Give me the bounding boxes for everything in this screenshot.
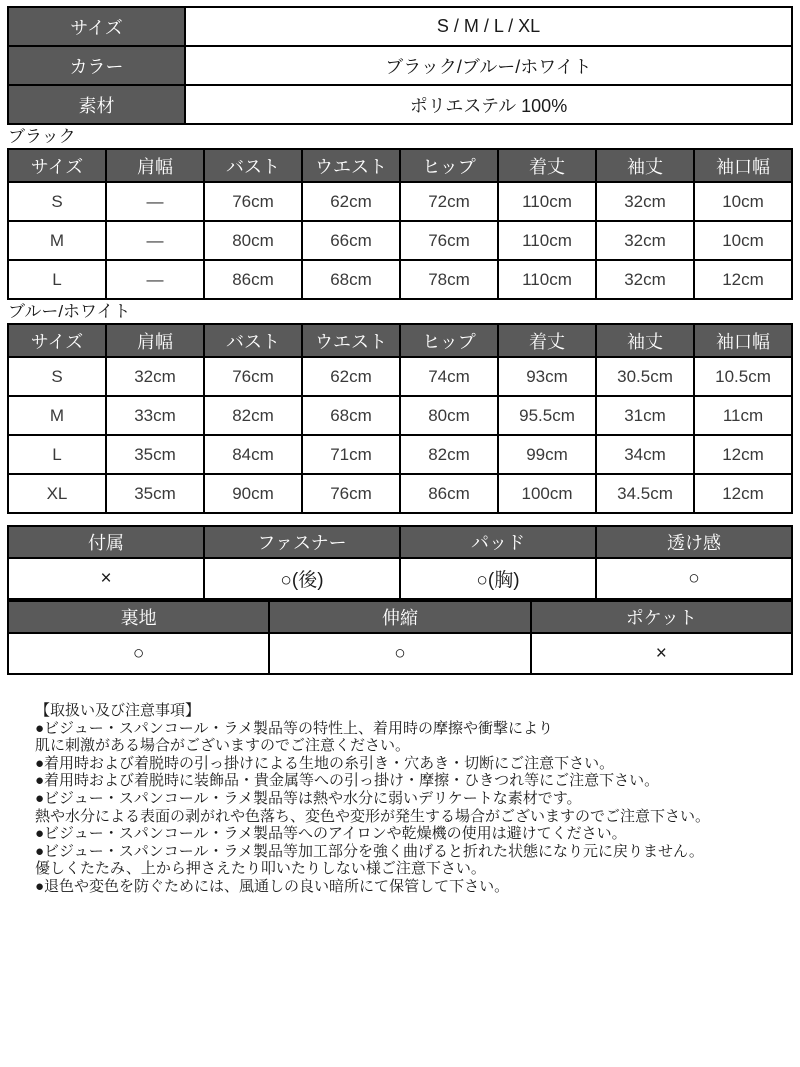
care-note-line: 肌に刺激がある場合がございますのでご注意ください。 <box>35 737 411 755</box>
feature-value-sheerness: ○ <box>596 558 792 599</box>
feature-value-lining: ○ <box>8 633 269 674</box>
care-note-line: ●ビジュー・スパンコール・ラメ製品等へのアイロンや乾燥機の使用は避けてください。 <box>35 825 627 843</box>
care-note-line: ●ビジュー・スパンコール・ラメ製品等の特性上、着用時の摩擦や衝撃により <box>35 719 554 737</box>
care-note-line: ●ビジュー・スパンコール・ラメ製品等は熱や水分に弱いデリケートな素材です。 <box>35 789 582 807</box>
overview-label-color: カラー <box>8 46 185 85</box>
cell: 30.5cm <box>596 357 694 396</box>
cell: 62cm <box>302 182 400 221</box>
table-header-row <box>8 324 792 357</box>
cell: 33cm <box>106 396 204 435</box>
col-header-waist: ウエスト <box>302 149 400 182</box>
cell: 86cm <box>400 474 498 513</box>
blue-white-section-label: ブルー/ホワイト <box>8 302 131 321</box>
care-note-line: 熱や水分による表面の剥がれや色落ち、変色や変形が発生する場合がございますのでご注意下さい。 <box>35 807 711 825</box>
cell: L <box>8 435 106 474</box>
feature-header-pocket: ポケット <box>531 601 792 633</box>
cell: 90cm <box>204 474 302 513</box>
overview-value-size: S / M / L / XL <box>185 7 792 46</box>
cell: 32cm <box>596 182 694 221</box>
cell: ― <box>106 182 204 221</box>
cell: 71cm <box>302 435 400 474</box>
col-header-cuff: 袖口幅 <box>694 149 792 182</box>
table-row <box>8 474 792 513</box>
black-size-table <box>7 148 793 300</box>
care-note-line: ●着用時および着脱時の引っ掛けによる生地の糸引き・穴あき・切断にご注意下さい。 <box>35 754 615 772</box>
cell: 78cm <box>400 260 498 299</box>
cell: 74cm <box>400 357 498 396</box>
features-table-2 <box>7 600 793 675</box>
cell: M <box>8 221 106 260</box>
cell: 32cm <box>596 260 694 299</box>
overview-value-color: ブラック/ブルー/ホワイト <box>185 46 792 85</box>
table-row <box>8 221 792 260</box>
cell: 31cm <box>596 396 694 435</box>
table-row <box>8 7 792 46</box>
care-notes-title: 【取扱い及び注意事項】 <box>35 702 201 719</box>
cell: 62cm <box>302 357 400 396</box>
col-header-sleeve: 袖丈 <box>596 149 694 182</box>
cell: 82cm <box>204 396 302 435</box>
care-notes <box>35 702 793 896</box>
cell: S <box>8 357 106 396</box>
cell: 12cm <box>694 435 792 474</box>
col-header-cuff: 袖口幅 <box>694 324 792 357</box>
cell: 10cm <box>694 182 792 221</box>
table-row <box>8 357 792 396</box>
col-header-length: 着丈 <box>498 324 596 357</box>
cell: 93cm <box>498 357 596 396</box>
care-note-line: ●ビジュー・スパンコール・ラメ製品等加工部分を強く曲げると折れた状態になり元に戻りません。 <box>35 842 704 860</box>
cell: 110cm <box>498 260 596 299</box>
cell: M <box>8 396 106 435</box>
col-header-sleeve: 袖丈 <box>596 324 694 357</box>
cell: 10cm <box>694 221 792 260</box>
care-note-line: ●着用時および着脱時に装飾品・貴金属等への引っ掛け・摩擦・ひきつれ等にご注意下さい。 <box>35 772 660 790</box>
cell: 72cm <box>400 182 498 221</box>
care-note-line: ●退色や変色を防ぐためには、風通しの良い暗所にて保管して下さい。 <box>35 877 510 895</box>
cell: 10.5cm <box>694 357 792 396</box>
col-header-hip: ヒップ <box>400 149 498 182</box>
cell: 34.5cm <box>596 474 694 513</box>
cell: S <box>8 182 106 221</box>
cell: 12cm <box>694 260 792 299</box>
cell: 80cm <box>204 221 302 260</box>
cell: 66cm <box>302 221 400 260</box>
col-header-waist: ウエスト <box>302 324 400 357</box>
cell: 76cm <box>400 221 498 260</box>
care-note-line: 優しくたたみ、上から押さえたり叩いたりしない様ご注意下さい。 <box>35 860 486 878</box>
table-row <box>8 182 792 221</box>
cell: 76cm <box>204 182 302 221</box>
table-row <box>8 85 792 124</box>
cell: L <box>8 260 106 299</box>
overview-table <box>7 6 793 125</box>
black-section-label: ブラック <box>8 127 76 146</box>
cell: 35cm <box>106 435 204 474</box>
cell: 95.5cm <box>498 396 596 435</box>
table-row <box>8 435 792 474</box>
col-header-size: サイズ <box>8 149 106 182</box>
cell: 34cm <box>596 435 694 474</box>
col-header-hip: ヒップ <box>400 324 498 357</box>
feature-header-lining: 裏地 <box>8 601 269 633</box>
table-row <box>8 46 792 85</box>
feature-value-accessory: × <box>8 558 204 599</box>
cell: 76cm <box>302 474 400 513</box>
cell: 11cm <box>694 396 792 435</box>
overview-label-size: サイズ <box>8 7 185 46</box>
table-header-row <box>8 601 792 633</box>
feature-value-pocket: × <box>531 633 792 674</box>
cell: 68cm <box>302 260 400 299</box>
col-header-shoulder: 肩幅 <box>106 149 204 182</box>
cell: 110cm <box>498 182 596 221</box>
cell: 32cm <box>106 357 204 396</box>
cell: 12cm <box>694 474 792 513</box>
feature-header-stretch: 伸縮 <box>269 601 530 633</box>
cell: XL <box>8 474 106 513</box>
table-row <box>8 558 792 599</box>
table-row <box>8 633 792 674</box>
cell: 110cm <box>498 221 596 260</box>
cell: 32cm <box>596 221 694 260</box>
feature-header-sheerness: 透け感 <box>596 526 792 558</box>
cell: ― <box>106 221 204 260</box>
table-row <box>8 260 792 299</box>
table-row <box>8 396 792 435</box>
col-header-shoulder: 肩幅 <box>106 324 204 357</box>
cell: ― <box>106 260 204 299</box>
feature-header-accessory: 付属 <box>8 526 204 558</box>
table-header-row <box>8 149 792 182</box>
col-header-bust: バスト <box>204 149 302 182</box>
cell: 86cm <box>204 260 302 299</box>
blue-white-size-table <box>7 323 793 514</box>
col-header-bust: バスト <box>204 324 302 357</box>
col-header-length: 着丈 <box>498 149 596 182</box>
cell: 76cm <box>204 357 302 396</box>
feature-header-pad: パッド <box>400 526 596 558</box>
cell: 80cm <box>400 396 498 435</box>
feature-value-stretch: ○ <box>269 633 530 674</box>
features-table-1 <box>7 525 793 600</box>
cell: 35cm <box>106 474 204 513</box>
cell: 68cm <box>302 396 400 435</box>
col-header-size: サイズ <box>8 324 106 357</box>
cell: 84cm <box>204 435 302 474</box>
feature-header-fastener: ファスナー <box>204 526 400 558</box>
cell: 100cm <box>498 474 596 513</box>
cell: 82cm <box>400 435 498 474</box>
cell: 99cm <box>498 435 596 474</box>
overview-label-material: 素材 <box>8 85 185 124</box>
feature-value-fastener: ○(後) <box>204 558 400 599</box>
table-header-row <box>8 526 792 558</box>
overview-value-material: ポリエステル 100% <box>185 85 792 124</box>
feature-value-pad: ○(胸) <box>400 558 596 599</box>
